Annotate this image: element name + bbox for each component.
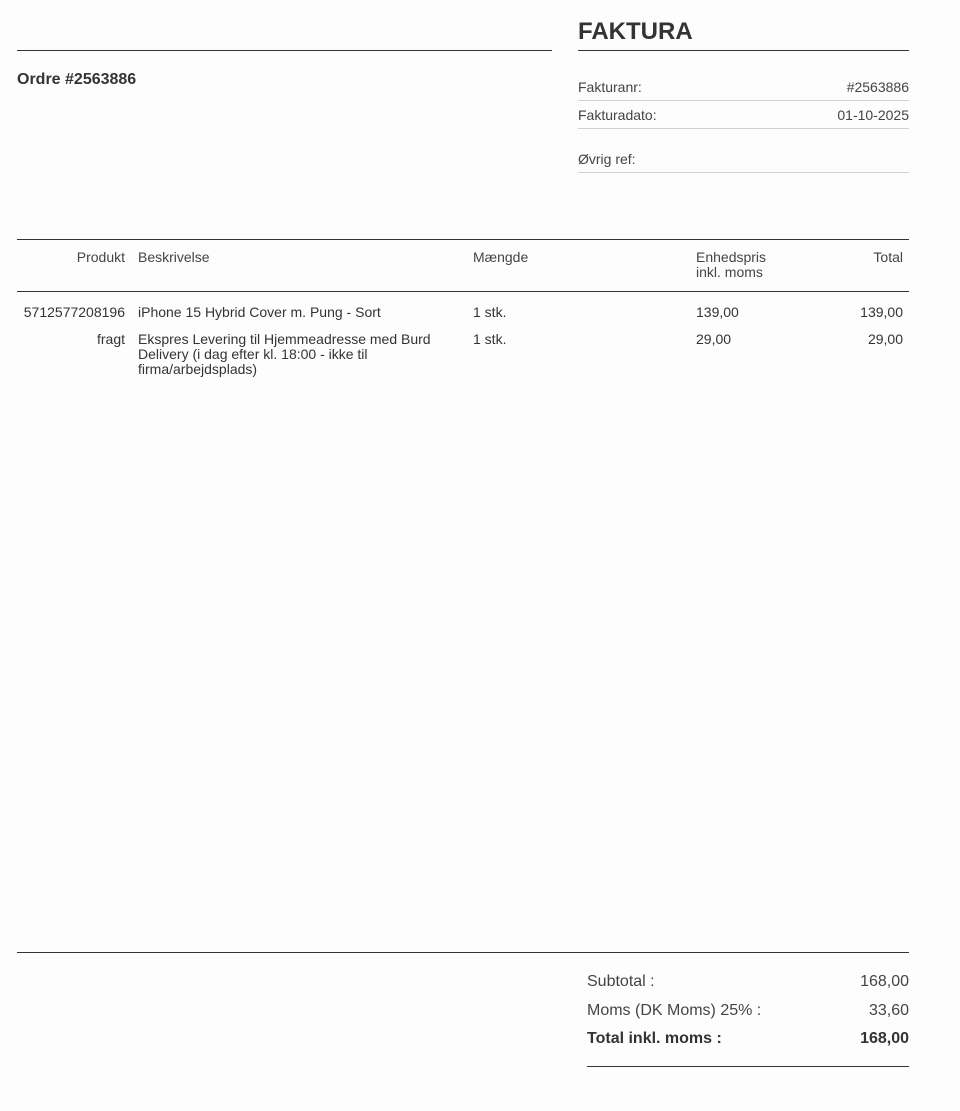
meta-label: Fakturanr: xyxy=(578,79,642,95)
cell-quantity: 1 stk. xyxy=(473,304,507,320)
meta-divider xyxy=(578,100,909,101)
vat-label: Moms (DK Moms) 25% : xyxy=(587,1002,762,1019)
meta-value: #2563886 xyxy=(846,79,909,95)
meta-label: Øvrig ref: xyxy=(578,151,636,167)
col-header-total: Total xyxy=(873,249,903,265)
col-header-unit-price-line1: Enhedspris xyxy=(696,249,767,265)
cell-total: 29,00 xyxy=(867,331,903,347)
cell-unit-price: 29,00 xyxy=(696,331,732,347)
meta-label: Fakturadato: xyxy=(578,107,657,123)
invoice-title: FAKTURA xyxy=(578,18,693,45)
col-header-unit-price xyxy=(696,250,766,280)
col-header-description: Beskrivelse xyxy=(138,249,210,265)
header-divider-left xyxy=(17,50,552,51)
col-header-product: Produkt xyxy=(76,249,125,265)
grand-total-value: 168,00 xyxy=(860,1030,909,1047)
cell-quantity: 1 stk. xyxy=(473,331,507,347)
subtotal-value: 168,00 xyxy=(860,973,909,990)
meta-value: 01-10-2025 xyxy=(837,107,909,123)
subtotal-label: Subtotal : xyxy=(587,973,655,990)
col-header-quantity: Mængde xyxy=(473,249,529,265)
order-number: Ordre #2563886 xyxy=(17,71,137,88)
cell-product: fragt xyxy=(96,331,125,347)
table-header-rule xyxy=(17,291,909,292)
meta-divider xyxy=(578,172,909,173)
header-divider-right xyxy=(578,50,909,51)
meta-divider xyxy=(578,128,909,129)
cell-unit-price: 139,00 xyxy=(696,304,739,320)
cell-description: Ekspres Levering til Hjemmeadresse med Burd Delivery (i dag efter kl. 18:00 - ikke til firma/arbejdsplads) xyxy=(138,331,431,377)
table-top-rule xyxy=(17,239,909,240)
cell-description: iPhone 15 Hybrid Cover m. Pung - Sort xyxy=(138,304,381,320)
cell-product: 5712577208196 xyxy=(23,304,125,320)
totals-bottom-rule xyxy=(587,1066,909,1067)
grand-total-label: Total inkl. moms : xyxy=(587,1030,722,1047)
vat-value: 33,60 xyxy=(868,1002,909,1019)
cell-total: 139,00 xyxy=(860,304,903,320)
col-header-unit-price-line2: inkl. moms xyxy=(696,264,763,280)
totals-top-rule xyxy=(17,952,909,953)
